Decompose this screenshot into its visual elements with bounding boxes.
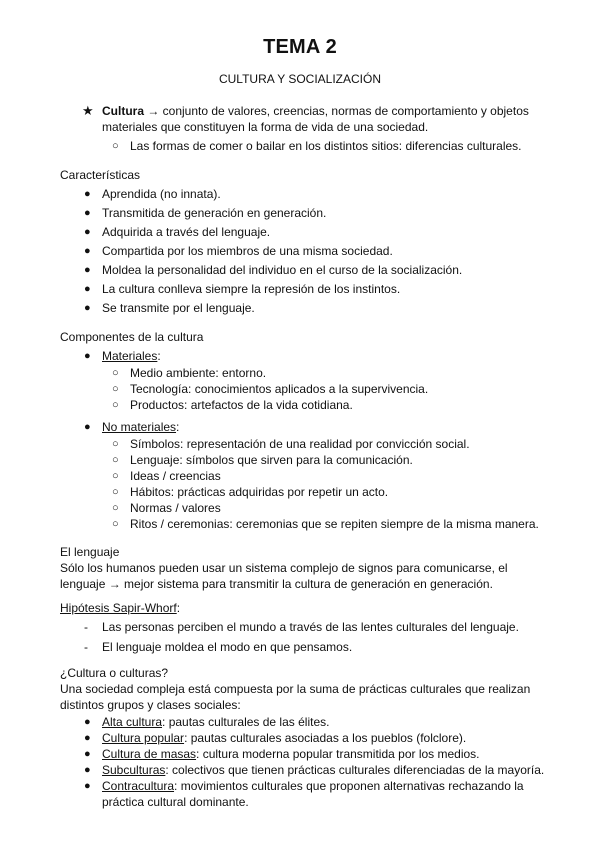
page-subtitle: CULTURA Y SOCIALIZACIÓN	[218, 72, 382, 86]
list-item	[60, 619, 550, 639]
hipotesis-list	[60, 619, 550, 659]
list-item: ● Materiales:	[84, 349, 161, 363]
definition-term: Cultura	[102, 104, 144, 118]
circle-bullet-icon: ○	[112, 367, 119, 379]
componentes-section	[60, 329, 550, 532]
list-item-text: Ideas / creencias	[130, 469, 221, 483]
list-item	[60, 730, 550, 746]
list-item-text: El lenguaje moldea el modo en que pensamos.	[102, 640, 353, 654]
no-materiales-list	[60, 436, 550, 532]
caracteristicas-section	[60, 167, 550, 319]
bullet-icon: ●	[84, 764, 91, 776]
list-item	[60, 516, 550, 532]
circle-bullet-icon: ○	[112, 399, 119, 411]
circle-bullet-icon: ○	[112, 518, 119, 530]
bullet-icon: ●	[84, 188, 91, 200]
list-item-text: Normas / valores	[130, 501, 221, 515]
list-item-text: Moldea la personalidad del individuo en el curso de la socialización.	[102, 263, 463, 277]
list-item	[60, 452, 550, 468]
list-item-text: Productos: artefactos de la vida cotidiana.	[130, 398, 353, 412]
paragraph: Una sociedad compleja está compuesta por la suma de prácticas culturales que realizan distintos grupos y clases sociales:	[60, 682, 531, 712]
circle-bullet-icon: ○	[112, 438, 119, 450]
culturas-list	[60, 714, 550, 810]
bullet-icon: ●	[84, 264, 91, 276]
list-item	[60, 639, 550, 659]
bullet-icon: ●	[84, 283, 91, 295]
list-item	[60, 484, 550, 500]
circle-bullet-icon: ○	[112, 383, 119, 395]
section-heading: ¿Cultura o culturas?	[60, 666, 169, 680]
list-item-text: Aprendida (no innata).	[102, 187, 221, 201]
bullet-icon: ●	[84, 780, 91, 792]
list-item-text: Símbolos: representación de una realidad por convicción social.	[130, 437, 470, 451]
list-item-text: : colectivos que tienen prácticas culturales diferenciadas de la mayoría.	[165, 763, 545, 777]
circle-bullet-icon: ○	[112, 470, 119, 482]
list-item-text: : pautas culturales de las élites.	[162, 715, 330, 729]
bullet-icon: ●	[84, 421, 91, 433]
bullet-icon: ●	[84, 350, 91, 362]
culturas-section	[60, 665, 550, 810]
list-item	[60, 262, 550, 281]
circle-bullet-icon: ○	[112, 486, 119, 498]
list-item	[60, 381, 550, 397]
bullet-icon: ●	[84, 716, 91, 728]
list-item-text: Compartida por los miembros de una misma sociedad.	[102, 244, 393, 258]
definition-text: → conjunto de valores, creencias, normas de comportamiento y objetos materiales que constituyen la forma de vida de una sociedad.	[102, 104, 529, 134]
list-item	[60, 205, 550, 224]
list-item-text: Transmitida de generación en generación.	[102, 206, 327, 220]
paragraph: Sólo los humanos pueden usar un sistema complejo de signos para comunicarse, el lenguaje → mejor sistema para transmitir la cultura de generación en generación.	[60, 561, 508, 591]
list-item	[60, 300, 550, 319]
circle-bullet-icon: ○	[112, 502, 119, 514]
list-item	[60, 365, 550, 381]
list-item	[60, 397, 550, 413]
section-heading: Características	[60, 168, 141, 182]
section-heading: Componentes de la cultura	[60, 330, 204, 344]
list-item-text: Medio ambiente: entorno.	[130, 366, 267, 380]
list-item	[60, 746, 550, 762]
page-title: TEMA 2	[263, 36, 337, 58]
bullet-icon: ●	[84, 245, 91, 257]
list-item-text: : movimientos culturales que proponen alternativas rechazando la práctica cultural dominante.	[102, 779, 524, 809]
bullet-icon: ●	[84, 302, 91, 314]
list-item-term: Contracultura	[102, 779, 175, 793]
dash-bullet-icon: -	[84, 640, 88, 654]
list-item	[60, 500, 550, 516]
list-item	[60, 281, 550, 300]
list-item	[60, 186, 550, 205]
star-bullet-icon: ★	[82, 103, 94, 118]
list-item-term: Subculturas	[102, 763, 166, 777]
list-item	[60, 436, 550, 452]
definition-sub-item: ○ Las formas de comer o bailar en los distintos sitios: diferencias culturales.	[112, 139, 522, 153]
list-item-text: La cultura conlleva siempre la represión de los instintos.	[102, 282, 401, 296]
list-item-text: Hábitos: prácticas adquiridas por repetir un acto.	[130, 485, 389, 499]
section-heading: El lenguaje	[60, 545, 120, 559]
definition-item	[60, 103, 550, 135]
list-item-term: Alta cultura	[102, 715, 163, 729]
list-item	[60, 762, 550, 778]
materiales-list	[60, 365, 550, 413]
list-item	[60, 224, 550, 243]
lenguaje-section	[60, 544, 550, 659]
hipotesis-label: Hipótesis Sapir-Whorf:	[60, 601, 181, 615]
dash-bullet-icon: -	[84, 620, 88, 634]
list-item-term: Cultura popular	[102, 731, 185, 745]
bullet-icon: ●	[84, 748, 91, 760]
bullet-icon: ●	[84, 226, 91, 238]
list-item: ● No materiales:	[84, 420, 180, 434]
list-item	[60, 243, 550, 262]
list-item	[60, 468, 550, 484]
list-item-text: Ritos / ceremonias: ceremonias que se repiten siempre de la misma manera.	[130, 517, 539, 531]
list-item-text: : pautas culturales asociadas a los pueblos (folclore).	[184, 731, 467, 745]
list-item-text: Tecnología: conocimientos aplicados a la supervivencia.	[130, 382, 429, 396]
caracteristicas-list	[60, 186, 550, 319]
list-item-term: Cultura de masas	[102, 747, 197, 761]
definition-section	[60, 103, 550, 154]
circle-bullet-icon: ○	[112, 140, 119, 152]
bullet-icon: ●	[84, 207, 91, 219]
circle-bullet-icon: ○	[112, 454, 119, 466]
list-item-text: Se transmite por el lenguaje.	[102, 301, 255, 315]
list-item	[60, 778, 550, 810]
list-item-text: Las personas perciben el mundo a través de las lentes culturales del lenguaje.	[102, 620, 519, 634]
list-item-text: Adquirida a través del lenguaje.	[102, 225, 271, 239]
list-item-text: : cultura moderna popular transmitida por los medios.	[196, 747, 480, 761]
list-item-text: Lenguaje: símbolos que sirven para la comunicación.	[130, 453, 413, 467]
bullet-icon: ●	[84, 732, 91, 744]
list-item	[60, 714, 550, 730]
